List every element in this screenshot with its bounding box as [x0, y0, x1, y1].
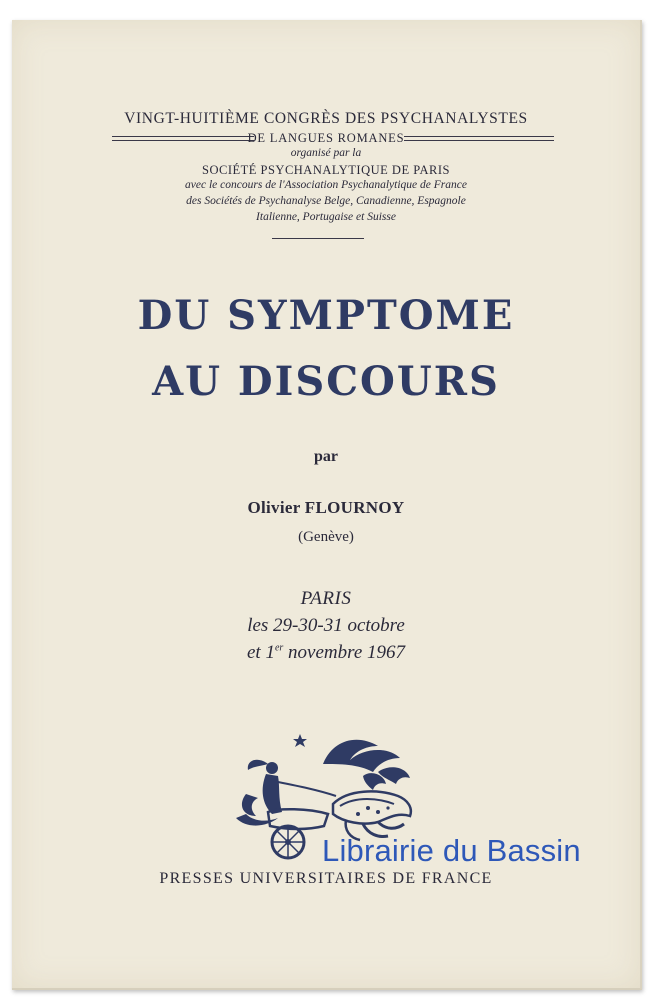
societies-text: des Sociétés de Psychanalyse Belge, Canadienne, Espagnole — [186, 195, 466, 207]
organized-by-text: organisé par la — [290, 147, 362, 159]
dates-line-2-pre: et 1 — [246, 642, 275, 663]
double-rule-right — [404, 136, 554, 141]
publisher-name: PRESSES UNIVERSITAIRES DE FRANCE — [159, 870, 493, 887]
by-label: par — [314, 448, 338, 465]
book-title-line-2: AU DISCOURS — [152, 358, 500, 405]
society-name: SOCIÉTÉ PSYCHANALYTIQUE DE PARIS — [202, 163, 450, 177]
support-text: avec le concours de l'Association Psychanalytique de France — [185, 179, 467, 191]
book-title-line-1: DU SYMPTOME — [137, 292, 515, 339]
congress-subtitle: DE LANGUES ROMANES — [247, 131, 405, 145]
congress-subtitle-row — [12, 131, 640, 147]
dates-line-2-sup: er — [274, 642, 284, 654]
congress-title: VINGT-HUITIÈME CONGRÈS DES PSYCHANALYSTES — [124, 110, 528, 127]
event-dates-line-2 — [12, 642, 640, 664]
event-place: PARIS — [300, 588, 352, 609]
event-dates-line-1: les 29-30-31 octobre — [247, 615, 405, 636]
author-city: (Genève) — [298, 529, 354, 545]
separator-rule — [272, 238, 364, 239]
societies-text-cont: Italienne, Portugaise et Suisse — [256, 211, 396, 223]
dates-line-2-post: novembre 1967 — [283, 642, 406, 663]
author-name: Olivier FLOURNOY — [247, 498, 405, 517]
watermark-text: Librairie du Bassin — [322, 833, 581, 868]
